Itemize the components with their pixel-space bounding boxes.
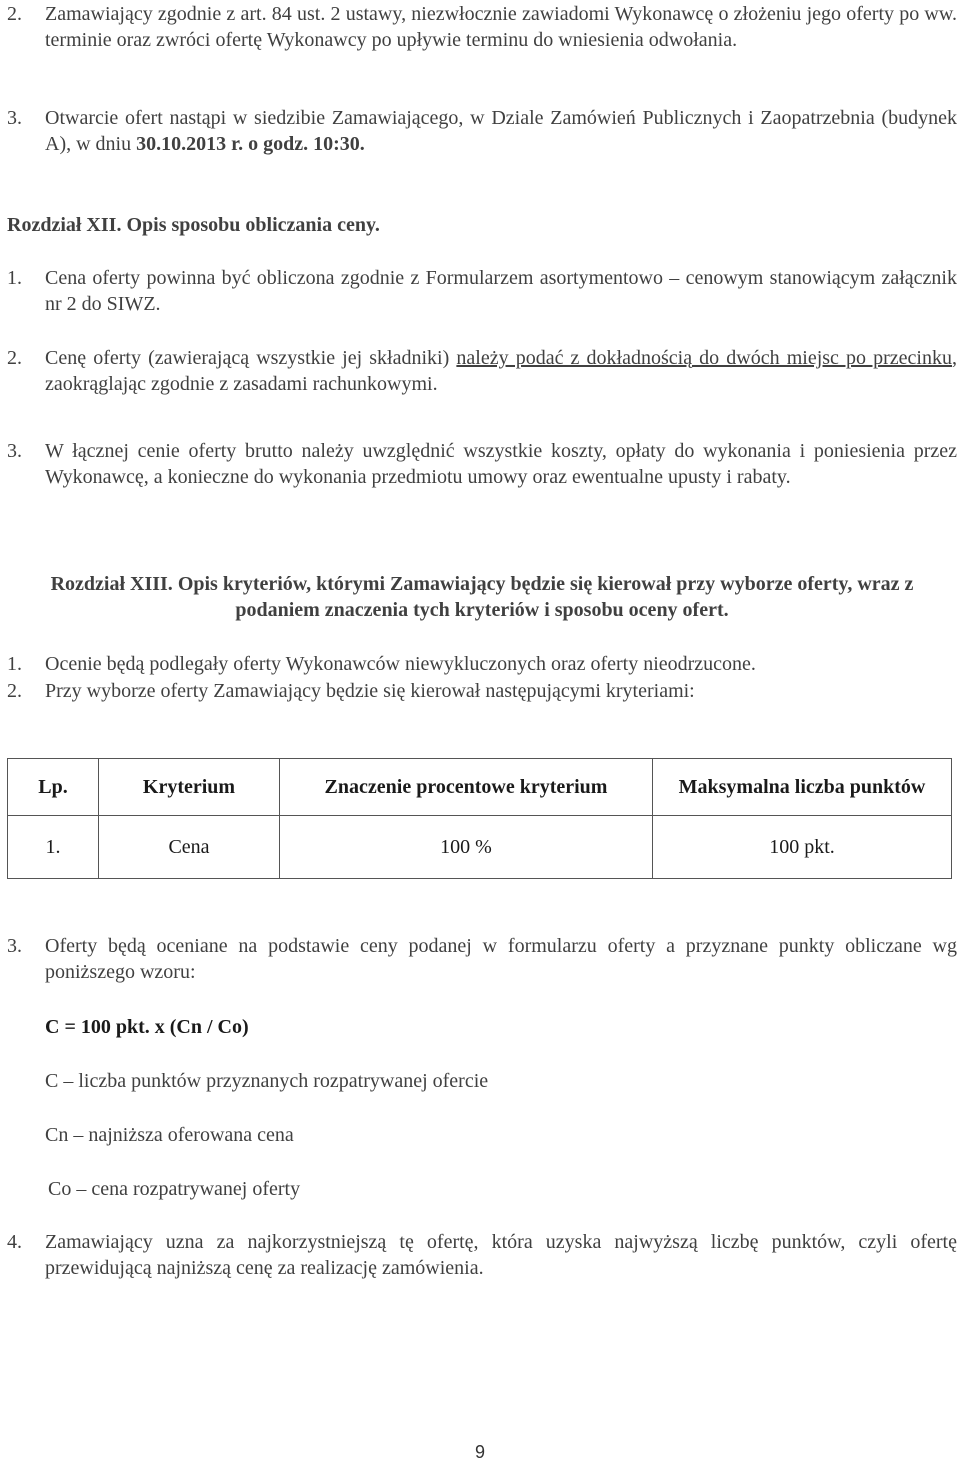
item-text: Zamawiający zgodnie z art. 84 ust. 2 ustawy, niezwłocznie zawiadomi Wykonawcę o złożeniu jego oferty po ww. terminie oraz zwróci ofertę Wykonawcy po upływie terminu do wniesienia odwołania.	[45, 3, 957, 51]
item-number: 3.	[7, 935, 22, 957]
item-number: 3.	[7, 440, 22, 462]
table-cell: 100 %	[280, 816, 653, 879]
list-item-2-top	[7, 1, 957, 53]
criteria-table	[7, 758, 952, 879]
item-text	[45, 105, 957, 157]
item-text: W łącznej cenie oferty brutto należy uwzględnić wszystkie koszty, opłaty do wykonania i poniesienia przez Wykonawcę, a konieczne do wykonania przedmiotu umowy oraz ewentualne upusty i rabaty.	[45, 440, 957, 488]
formula-legend-c: C – liczba punktów przyznanych rozpatrywanej ofercie	[45, 1070, 489, 1092]
section-12-item-1	[7, 265, 957, 317]
item-number: 2.	[7, 3, 22, 25]
section-12-heading	[7, 212, 957, 238]
column-header: Lp.	[8, 759, 99, 816]
opening-date: 30.10.2013 r. o godz. 10:30.	[136, 133, 365, 155]
section-13-heading	[7, 571, 957, 623]
column-header: Kryterium	[99, 759, 280, 816]
formula-legend-cn: Cn – najniższa oferowana cena	[45, 1124, 294, 1146]
list-item-3-top	[7, 105, 957, 157]
item-number: 1.	[7, 653, 22, 675]
section-title: Opis kryteriów, którymi Zamawiający będzie się kierował przy wyborze oferty, wraz z podaniem znaczenia tych kryteriów i sposobu oceny ofert.	[172, 573, 914, 621]
table-header-row	[8, 759, 952, 816]
item-text-part: , zaokrąglając zgodnie z zasadami rachunkowymi.	[45, 347, 957, 395]
table-cell: 1.	[8, 816, 99, 879]
item-text: Oferty będą oceniane na podstawie ceny podanej w formularzu oferty a przyznane punkty obliczane wg poniższego wzoru:	[45, 935, 957, 983]
item-number: 3.	[7, 107, 22, 129]
item-text-part: Cenę oferty (zawierającą wszystkie jej składniki)	[45, 347, 457, 369]
item-number: 1.	[7, 267, 22, 289]
page-number: 9	[474, 1442, 485, 1462]
section-13-item-3	[7, 933, 957, 985]
section-12-item-2	[7, 345, 957, 397]
item-text: Przy wyborze oferty Zamawiający będzie się kierował następującymi kryteriami:	[45, 680, 695, 702]
table-row	[8, 816, 952, 879]
item-number: 2.	[7, 680, 22, 702]
item-text: Cena oferty powinna być obliczona zgodnie z Formularzem asortymentowo – cenowym stanowiącym załącznik nr 2 do SIWZ.	[45, 267, 957, 315]
formula-legend-co: Co – cena rozpatrywanej oferty	[48, 1178, 301, 1200]
item-text-part: Otwarcie ofert nastąpi w siedzibie Zamawiającego, w Dziale Zamówień Publicznych i Zaopatrzebnia (budynek A), w dniu	[45, 107, 957, 155]
section-title: Opis sposobu obliczania ceny.	[121, 214, 380, 236]
column-header: Znaczenie procentowe kryterium	[280, 759, 653, 816]
section-number: Rozdział XIII.	[50, 573, 173, 595]
item-text: Ocenie będą podlegały oferty Wykonawców niewykluczonych oraz oferty nieodrzucone.	[45, 653, 756, 675]
column-header: Maksymalna liczba punktów	[653, 759, 952, 816]
underlined-text: należy podać z dokładnością do dwóch miejsc po przecinku	[456, 347, 952, 369]
section-12-item-3	[7, 438, 957, 490]
table-cell: 100 pkt.	[653, 816, 952, 879]
section-13-item-1	[7, 651, 957, 677]
section-13-item-2	[7, 678, 957, 704]
item-text	[45, 345, 957, 397]
item-text: Zamawiający uzna za najkorzystniejszą tę ofertę, która uzyska najwyższą liczbę punktów, czyli ofertę przewidującą najniższą cenę za realizację zamówienia.	[45, 1231, 957, 1279]
section-number: Rozdział XII.	[7, 214, 122, 236]
item-number: 4.	[7, 1231, 22, 1253]
table-cell: Cena	[99, 816, 280, 879]
section-13-item-4	[7, 1229, 957, 1281]
scoring-formula: C = 100 pkt. x (Cn / Co)	[45, 1016, 249, 1038]
item-number: 2.	[7, 347, 22, 369]
